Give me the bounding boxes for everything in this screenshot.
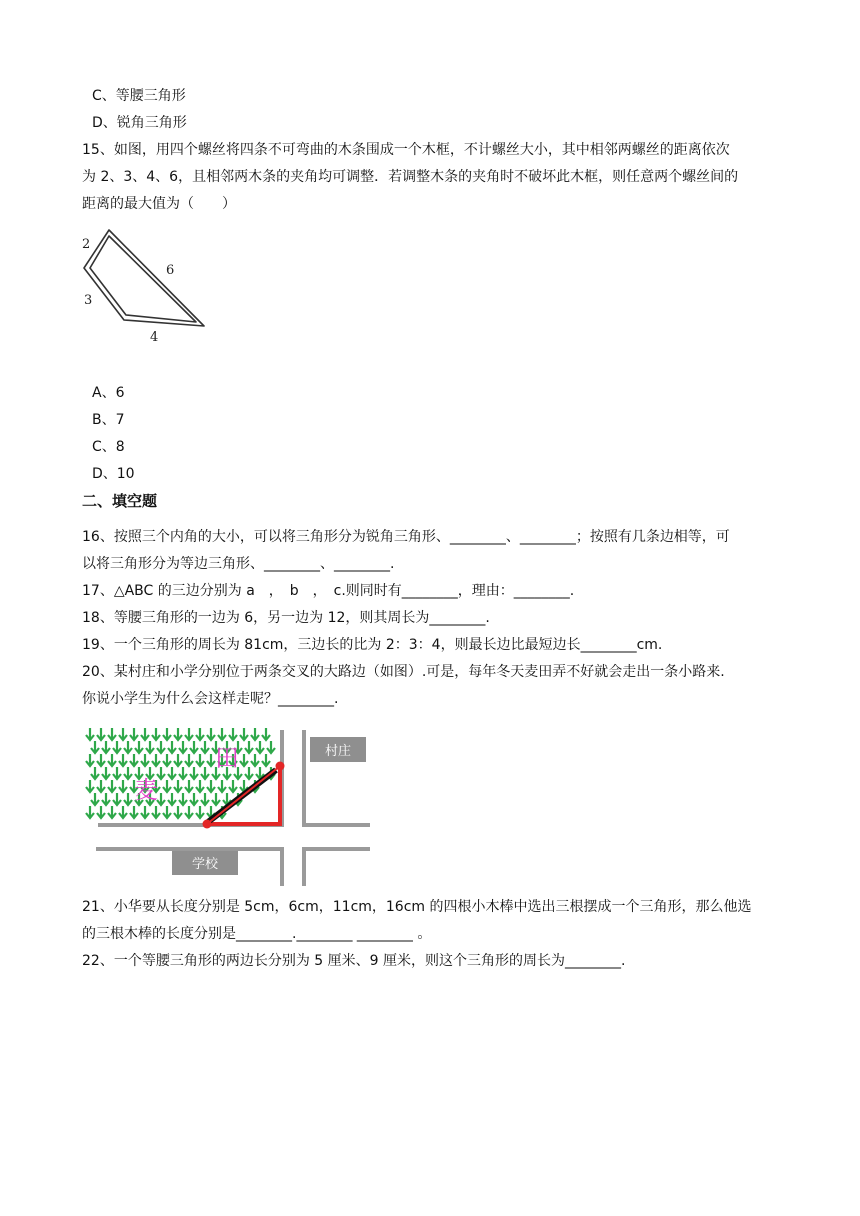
wheat-arrow-icon [229, 728, 237, 740]
wheat-arrow-icon [179, 741, 187, 753]
wheat-arrow-icon [207, 780, 215, 792]
wheat-arrow-icon [152, 806, 160, 818]
wheat-arrow-icon [102, 793, 110, 805]
q16-line1: 16、按照三个内角的大小，可以将三角形分为锐角三角形、________、________；按照有几条边相等，可 [82, 529, 730, 545]
wheat-arrow-icon [124, 767, 132, 779]
wheat-arrow-icon [113, 767, 121, 779]
wheat-arrow-icon [102, 741, 110, 753]
section-title: 二、填空题 [82, 492, 158, 510]
q15-frame-figure [76, 224, 216, 346]
wheat-arrow-icon [86, 754, 94, 766]
wheat-arrow-icon [108, 780, 116, 792]
q15-option-a: A、6 [92, 385, 125, 401]
wheat-arrow-icon [174, 754, 182, 766]
wheat-arrow-icon [240, 754, 248, 766]
q20-line1: 20、某村庄和小学分别位于两条交叉的大路边（如图）.可是，每年冬天麦田弄不好就会走出一条小路来. [82, 664, 725, 680]
wheat-arrow-icon [152, 754, 160, 766]
q15-option-d: D、10 [92, 466, 135, 482]
q20-map-figure [80, 724, 380, 888]
wheat-arrow-icon [168, 793, 176, 805]
wheat-arrow-icon [245, 741, 253, 753]
shortcut-path-red [207, 766, 280, 824]
wheat-arrow-icon [174, 806, 182, 818]
field-char-tian: 田 [215, 744, 239, 772]
wheat-arrow-icon [196, 754, 204, 766]
wheat-arrow-icon [102, 767, 110, 779]
q20-line2: 你说小学生为什么会这样走呢？________. [82, 691, 339, 707]
wheat-arrow-icon [108, 806, 116, 818]
wheat-arrow-icon [108, 754, 116, 766]
wheat-arrow-icon [141, 806, 149, 818]
wheat-arrow-icon [190, 767, 198, 779]
q15-label-4: 4 [150, 330, 159, 345]
wheat-arrow-icon [240, 728, 248, 740]
wheat-arrow-icon [113, 793, 121, 805]
wheat-arrow-icon [119, 780, 127, 792]
wheat-arrow-icon [130, 754, 138, 766]
q21-line2: 的三根木棒的长度分别是________.________ ________ 。 [82, 926, 432, 942]
wheat-arrow-icon [157, 793, 165, 805]
wheat-arrow-icon [91, 741, 99, 753]
wheat-arrow-icon [201, 793, 209, 805]
wheat-arrow-icon [163, 806, 171, 818]
school-point [203, 820, 212, 829]
wheat-arrow-icon [168, 741, 176, 753]
wheat-arrow-icon [196, 728, 204, 740]
wheat-arrow-icon [262, 728, 270, 740]
wheat-arrow-icon [97, 806, 105, 818]
wheat-arrow-icon [168, 767, 176, 779]
wheat-arrow-icon [196, 806, 204, 818]
wheat-arrow-icon [179, 793, 187, 805]
wheat-arrow-icon [267, 741, 275, 753]
wheat-arrow-icon [130, 728, 138, 740]
wheat-arrow-icon [163, 728, 171, 740]
q21-line1: 21、小华要从长度分别是 5cm，6cm，11cm，16cm 的四根小木棒中选出三根摆成一个三角形，那么他选 [82, 899, 752, 915]
wheat-arrow-icon [163, 754, 171, 766]
wheat-arrow-icon [185, 754, 193, 766]
wheat-arrow-icon [207, 754, 215, 766]
wheat-arrow-icon [141, 754, 149, 766]
wheat-arrow-icon [113, 741, 121, 753]
wheat-arrow-icon [218, 780, 226, 792]
wheat-arrow-icon [97, 754, 105, 766]
village-label: 村庄 [324, 744, 352, 759]
wheat-arrow-icon [86, 780, 94, 792]
wheat-arrow-icon [218, 728, 226, 740]
wheat-arrow-icon [146, 741, 154, 753]
wheat-arrow-icon [124, 793, 132, 805]
wheat-arrow-icon [108, 728, 116, 740]
school-label: 学校 [191, 857, 219, 872]
wheat-arrow-icon [91, 793, 99, 805]
wheat-arrow-icon [185, 780, 193, 792]
wheat-arrow-icon [251, 728, 259, 740]
q15-label-6: 6 [166, 263, 175, 278]
wheat-arrow-icon [245, 767, 253, 779]
wheat-arrow-icon [86, 728, 94, 740]
wheat-arrow-icon [130, 806, 138, 818]
wheat-arrow-icon [124, 741, 132, 753]
option-c-prev: C、等腰三角形 [92, 88, 186, 104]
q15-line1: 15、如图，用四个螺丝将四条不可弯曲的木条围成一个木框，不计螺丝大小，其中相邻两螺丝的距离依次 [82, 142, 730, 158]
wheat-field-arrows [86, 728, 275, 818]
q19-text: 19、一个三角形的周长为 81cm，三边长的比为 2：3：4，则最长边比最短边长________cm. [82, 637, 663, 653]
wheat-arrow-icon [179, 767, 187, 779]
wheat-arrow-icon [86, 806, 94, 818]
wheat-arrow-icon [174, 728, 182, 740]
wheat-arrow-icon [229, 780, 237, 792]
option-d-prev: D、锐角三角形 [92, 115, 187, 131]
wheat-arrow-icon [163, 780, 171, 792]
wheat-arrow-icon [157, 741, 165, 753]
wheat-arrow-icon [119, 728, 127, 740]
q18-text: 18、等腰三角形的一边为 6，另一边为 12，则其周长为________. [82, 610, 490, 626]
wheat-arrow-icon [119, 754, 127, 766]
q16-line2: 以将三角形分为等边三角形、________、________. [82, 556, 395, 572]
wheat-arrow-icon [152, 728, 160, 740]
wheat-arrow-icon [190, 793, 198, 805]
wheat-arrow-icon [201, 767, 209, 779]
wheat-arrow-icon [190, 741, 198, 753]
q15-line2: 为 2、3、4、6，且相邻两木条的夹角均可调整．若调整木条的夹角时不破坏此木框，则任意两个螺丝间的 [82, 169, 739, 185]
wheat-arrow-icon [141, 728, 149, 740]
wheat-arrow-icon [262, 754, 270, 766]
wheat-arrow-icon [251, 754, 259, 766]
q22-text: 22、一个等腰三角形的两边长分别为 5 厘米、9 厘米，则这个三角形的周长为________. [82, 953, 626, 969]
wheat-arrow-icon [212, 793, 220, 805]
q15-line3: 距离的最大值为（ ） [82, 196, 236, 212]
q15-option-b: B、7 [92, 412, 125, 428]
q15-option-c: C、8 [92, 439, 125, 455]
wheat-arrow-icon [157, 767, 165, 779]
wheat-arrow-icon [135, 741, 143, 753]
wheat-arrow-icon [119, 806, 127, 818]
wheat-arrow-icon [91, 767, 99, 779]
wheat-arrow-icon [174, 780, 182, 792]
q17-text: 17、△ABC 的三边分别为 a ， b ， c.则同时有________，理由：________. [82, 583, 575, 599]
wheat-arrow-icon [185, 806, 193, 818]
wheat-arrow-icon [185, 728, 193, 740]
wheat-arrow-icon [207, 728, 215, 740]
village-point [276, 762, 285, 771]
q15-label-3: 3 [84, 293, 93, 308]
field-char-mai: 麦 [134, 776, 158, 804]
wheat-arrow-icon [201, 741, 209, 753]
wheat-arrow-icon [256, 741, 264, 753]
wheat-arrow-icon [97, 780, 105, 792]
wheat-arrow-icon [97, 728, 105, 740]
wheat-arrow-icon [196, 780, 204, 792]
q15-label-2: 2 [82, 237, 91, 252]
